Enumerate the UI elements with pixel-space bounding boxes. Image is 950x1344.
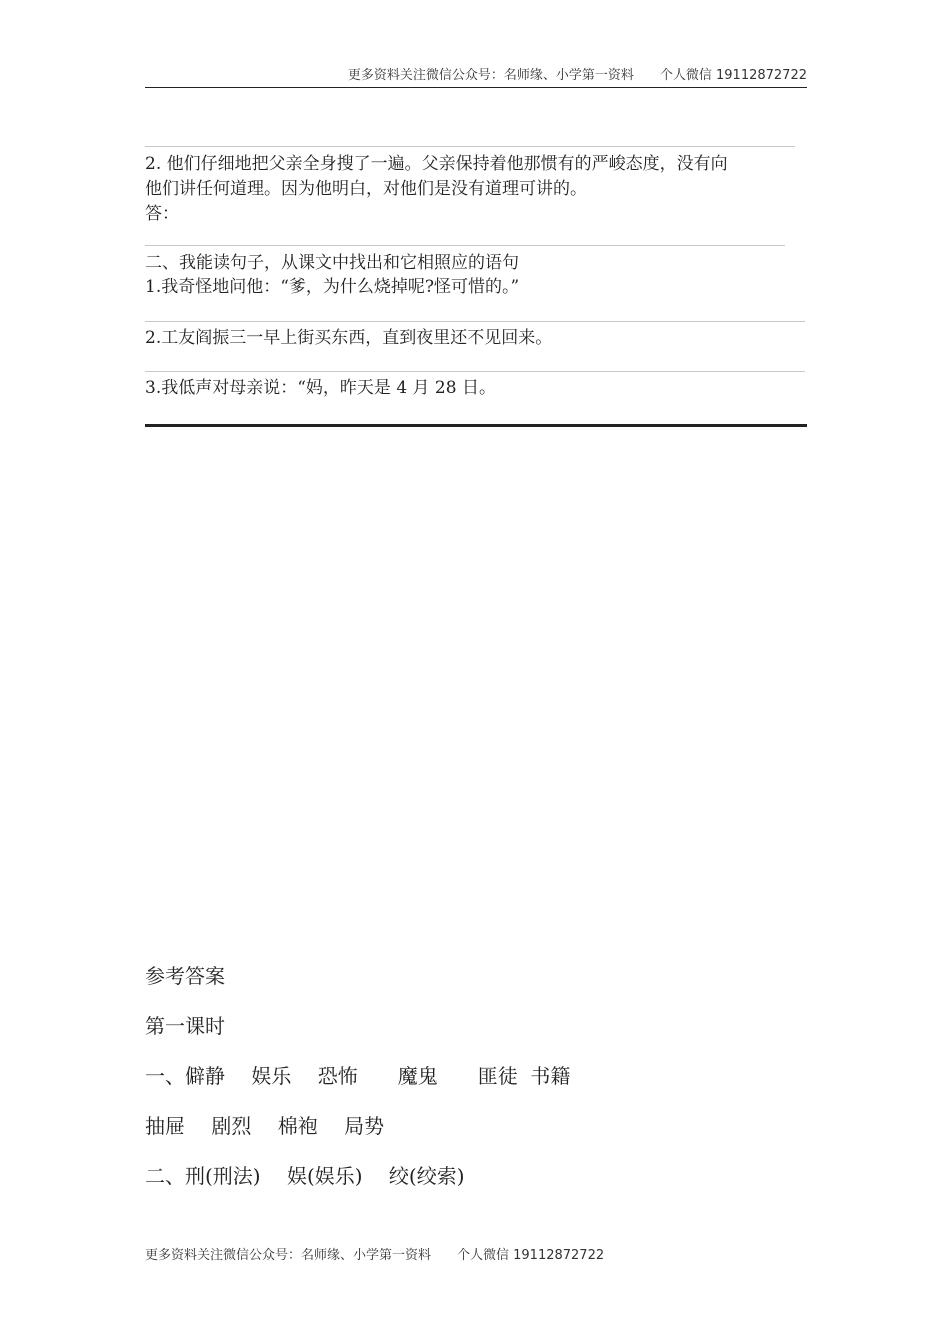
answers-row-2: 抽屉 剧烈 棉袍 局势 xyxy=(145,1114,385,1138)
answer-label: 答： xyxy=(145,204,179,224)
section-2-item-3: 3.我低声对母亲说：“妈，昨天是 4 月 28 日。 xyxy=(145,378,496,398)
section-2-item-1: 1.我奇怪地问他：“爹，为什么烧掉呢?怪可惜的。” xyxy=(145,277,520,297)
answer-line xyxy=(145,321,805,322)
answers-row-1: 一、僻静 娱乐 恐怖 魔鬼 匪徒 书籍 xyxy=(145,1064,571,1088)
question-2-line-1: 2. 他们仔细地把父亲全身搜了一遍。父亲保持着他那惯有的严峻态度，没有向 xyxy=(145,154,728,174)
answer-line xyxy=(145,245,785,246)
question-2-line-2: 他们讲任何道理。因为他明白，对他们是没有道理可讲的。 xyxy=(145,179,587,199)
answer-line xyxy=(145,146,795,147)
section-2-item-2: 2.工友阎振三一早上街买东西，直到夜里还不见回来。 xyxy=(145,328,553,348)
page-header: 更多资料关注微信公众号：名师缘、小学第一资料 个人微信 19112872722 xyxy=(347,68,807,83)
section-2-title: 二、我能读句子，从课文中找出和它相照应的语句 xyxy=(145,253,519,273)
answers-row-3: 二、刑(刑法) 娱(娱乐) 绞(绞索) xyxy=(145,1164,465,1188)
answers-lesson: 第一课时 xyxy=(145,1014,225,1038)
answer-line xyxy=(145,371,805,372)
header-divider xyxy=(145,87,807,88)
page-footer: 更多资料关注微信公众号：名师缘、小学第一资料 个人微信 19112872722 xyxy=(145,1248,605,1263)
section-divider xyxy=(145,424,807,427)
answers-title: 参考答案 xyxy=(145,964,225,988)
